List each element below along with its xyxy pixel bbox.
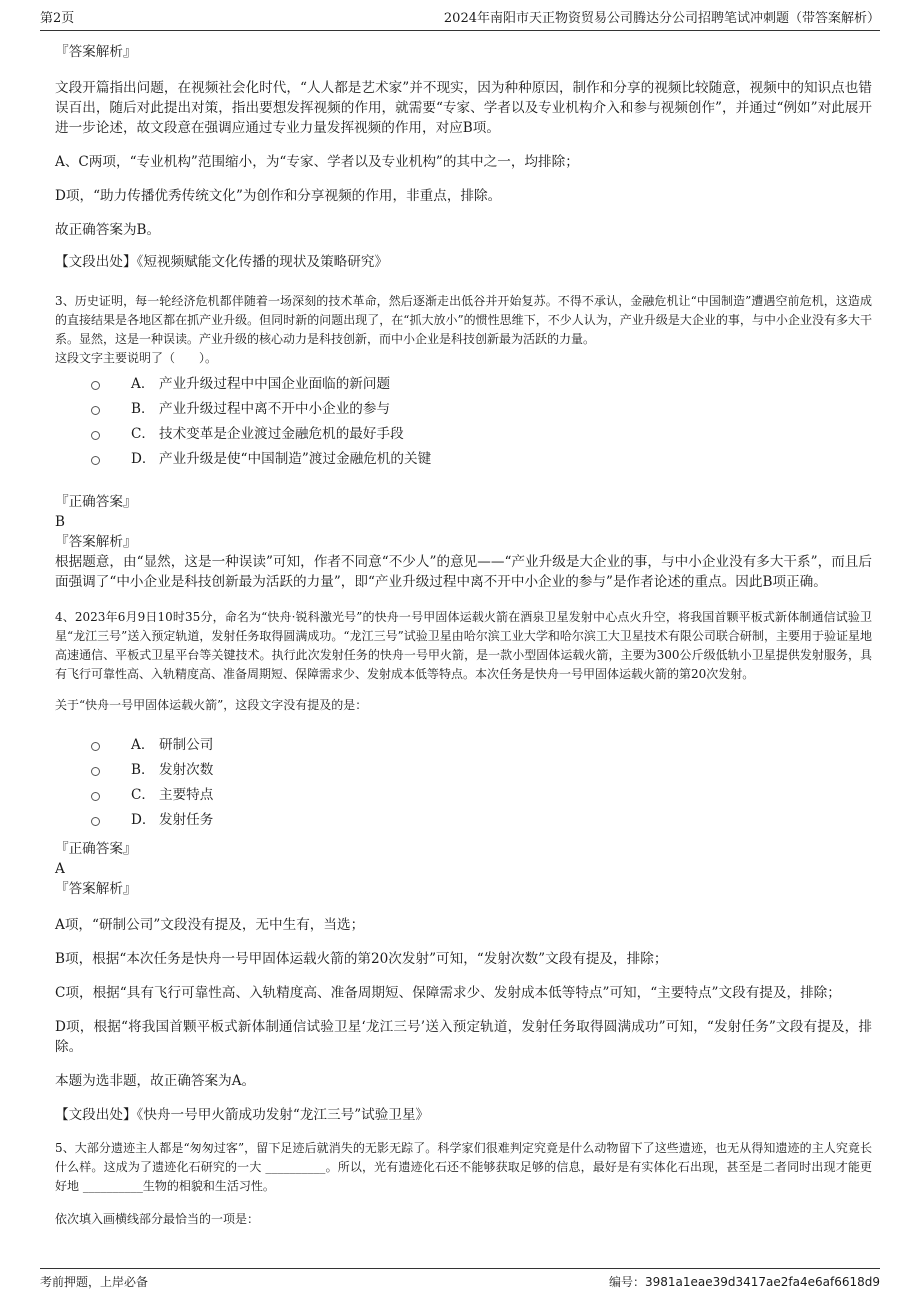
correct-answer: A <box>55 861 65 877</box>
radio-icon[interactable] <box>91 792 100 801</box>
document-id: 编号：3981a1eae39d3417ae2fa4e6af6618d9 <box>608 1275 880 1289</box>
question-stem: 4、2023年6月9日10时35分，命名为“快舟·锐科激光号”的快舟一号甲固体运载火箭在酒泉卫星发射中心点火升空，将我国首颗平板式新体制通信试验卫星“龙江三号”送入预定轨道，发射任务取得圆满成功。“龙江三号”试验卫星由哈尔滨工业大学和哈尔滨工大卫星技术有限公司联合研制，主要用于验证星地高速通信、平板式卫星平台等关键技术。执行此次发射任务的快舟一号甲火箭，是一款小型固体运载火箭，主要为300公斤级低轨小卫星提供发射服务，具有飞行可靠性高、入轨精度高、准备周期短、保障需求少、发射成本低等特点。本次任务是快舟一号甲固体运载火箭的第20次发射。 <box>55 610 872 681</box>
analysis-paragraph: C项，根据“具有飞行可靠性高、入轨精度高、准备周期短、保障需求少、发射成本低等特点”可知，“主要特点”文段有提及，排除； <box>55 985 841 1001</box>
option-list <box>55 733 872 833</box>
page-content <box>55 42 872 1229</box>
radio-icon[interactable] <box>91 381 100 390</box>
analysis-paragraph: D项，“助力传播优秀传统文化”为创作和分享视频的作用，非重点，排除。 <box>55 188 502 204</box>
analysis-tag: 『答案解析』 <box>55 44 137 60</box>
analysis-paragraph: A项，“研制公司”文段没有提及，无中生有，当选； <box>55 917 365 933</box>
option-a[interactable]: A． 研制公司 <box>91 733 872 758</box>
question-prompt: 关于“快舟一号甲固体运载火箭”，这段文字没有提及的是： <box>55 698 368 712</box>
option-d[interactable]: D． 产业升级是使“中国制造”渡过金融危机的关键 <box>91 447 872 472</box>
question-stem: 3、历史证明，每一轮经济危机都伴随着一场深刻的技术革命，然后逐渐走出低谷并开始复苏。不得不承认，金融危机让“中国制造”遭遇空前危机，这造成的直接结果是各地区都在抓产业升级。但同时新的问题出现了，在“抓大放小”的惯性思维下，不少人认为，产业升级是大企业的事，与中小企业没有多大干系。显然，这是一种误读。产业升级的核心动力是科技创新，而中小企业是科技创新最为活跃的力量。 <box>55 294 872 346</box>
page-number: 第2页 <box>40 11 75 26</box>
radio-icon[interactable] <box>91 431 100 440</box>
option-c[interactable]: C． 技术变革是企业渡过金融危机的最好手段 <box>91 422 872 447</box>
source-citation: 【文段出处】《快舟一号甲火箭成功发射“龙江三号”试验卫星》 <box>55 1107 430 1123</box>
question-prompt: 依次填入画横线部分最恰当的一项是： <box>55 1212 260 1226</box>
page-footer <box>40 1268 880 1291</box>
option-list <box>55 372 872 472</box>
source-citation: 【文段出处】《短视频赋能文化传播的现状及策略研究》 <box>55 254 389 270</box>
option-a[interactable]: A． 产业升级过程中中国企业面临的新问题 <box>91 372 872 397</box>
correct-answer-tag: 『正确答案』 <box>55 841 137 857</box>
analysis-paragraph: A、C两项，“专业机构”范围缩小，为“专家、学者以及专业机构”的其中之一，均排除； <box>55 154 579 170</box>
correct-answer-tag: 『正确答案』 <box>55 494 137 510</box>
radio-icon[interactable] <box>91 742 100 751</box>
page-header <box>40 8 880 31</box>
radio-icon[interactable] <box>91 406 100 415</box>
analysis-paragraph: 文段开篇指出问题，在视频社会化时代，“人人都是艺术家”并不现实，因为种种原因，制作和分享的视频比较随意，视频中的知识点也错误百出，随后对此提出对策，指出要想发挥视频的作用，就需要“专家、学者以及专业机构介入和参与视频创作”，并通过“例如”对此展开进一步论述，故文段意在强调应通过专业力量发挥视频的作用，对应B项。 <box>55 80 872 136</box>
option-d[interactable]: D． 发射任务 <box>91 808 872 833</box>
analysis-paragraph: 本题为选非题，故正确答案为A。 <box>55 1073 256 1089</box>
option-c[interactable]: C． 主要特点 <box>91 783 872 808</box>
analysis-tag: 『答案解析』 <box>55 881 137 897</box>
correct-answer: B <box>55 514 65 530</box>
analysis-paragraph: D项，根据“将我国首颗平板式新体制通信试验卫星‘龙江三号’送入预定轨道，发射任务取得圆满成功”可知，“发射任务”文段有提及，排除。 <box>55 1019 872 1055</box>
radio-icon[interactable] <box>91 767 100 776</box>
radio-icon[interactable] <box>91 817 100 826</box>
radio-icon[interactable] <box>91 456 100 465</box>
footer-slogan: 考前押题，上岸必备 <box>40 1275 149 1289</box>
analysis-paragraph: 根据题意，由“显然，这是一种误读”可知，作者不同意“不少人”的意见——“产业升级是大企业的事，与中小企业没有多大干系”，而且后面强调了“中小企业是科技创新最为活跃的力量”，即“产业升级过程中离不开中小企业的参与”是作者论述的重点。因此B项正确。 <box>55 554 872 590</box>
option-b[interactable]: B． 产业升级过程中离不开中小企业的参与 <box>91 397 872 422</box>
document-title: 2024年南阳市天正物资贸易公司腾达分公司招聘笔试冲刺题（带答案解析） <box>443 11 880 26</box>
question-prompt: 这段文字主要说明了（ ）。 <box>55 351 218 365</box>
option-b[interactable]: B． 发射次数 <box>91 758 872 783</box>
analysis-paragraph: 故正确答案为B。 <box>55 222 161 238</box>
analysis-paragraph: B项，根据“本次任务是快舟一号甲固体运载火箭的第20次发射”可知，“发射次数”文段有提及，排除； <box>55 951 668 967</box>
analysis-tag: 『答案解析』 <box>55 534 137 550</box>
question-stem: 5、大部分遗迹主人都是“匆匆过客”，留下足迹后就消失的无影无踪了。科学家们很难判定究竟是什么动物留下了这些遗迹，也无从得知遗迹的主人究竟长什么样。这成为了遗迹化石研究的一大 __________。所以，光有遗迹化石还不能够获取足够的信息，最好是有实体化石出现，甚至是二者同时出现才能更好地 __________生物的相貌和生活习性。 <box>55 1141 872 1193</box>
